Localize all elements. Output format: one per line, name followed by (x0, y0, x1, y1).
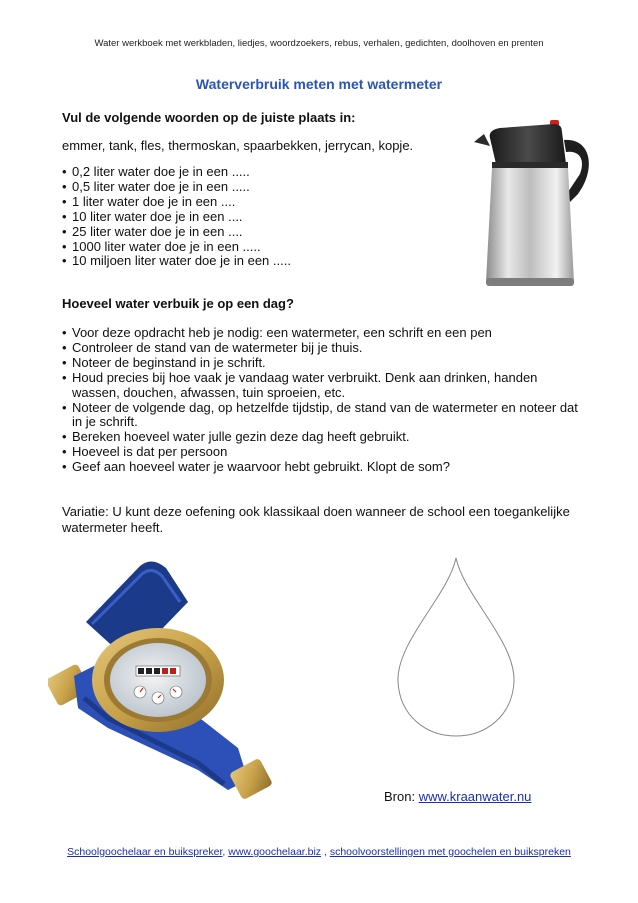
list-item: • Geef aan hoeveel water je waarvoor hebt gebruikt. Klopt de som? (62, 460, 582, 475)
list-item: • 1 liter water doe je in een .... (62, 195, 422, 210)
list-item: • Noteer de volgende dag, op hetzelfde tijdstip, de stand van de watermeter en noteer dat in je schrift. (62, 401, 582, 431)
list-item: • Controleer de stand van de watermeter bij je thuis. (62, 341, 582, 356)
task-list (62, 326, 582, 475)
list-item: • 10 miljoen liter water doe je in een ..... (62, 254, 422, 269)
list-item: • 1000 liter water doe je in een ..... (62, 240, 422, 255)
list-item: • Houd precies bij hoe vaak je vandaag water verbruikt. Denk aan drinken, handen wassen, douchen, afwassen, tuin sproeien, etc. (62, 371, 582, 401)
water-drop-outline (394, 556, 518, 738)
page-header: Water werkboek met werkbladen, liedjes, woordzoekers, rebus, verhalen, gedichten, doolhoven en prenten (94, 38, 544, 49)
list-item: • Hoeveel is dat per persoon (62, 445, 582, 460)
fill-in-list (62, 165, 422, 269)
word-list: emmer, tank, fles, thermoskan, spaarbekken, jerrycan, kopje. (62, 138, 414, 153)
footer-link-schoolgoochelaar[interactable]: Schoolgoochelaar en buikspreker (67, 846, 223, 858)
list-item: • 10 liter water doe je in een .... (62, 210, 422, 225)
water-meter-image (48, 558, 278, 808)
list-item: • Voor deze opdracht heb je nodig: een watermeter, een schrift en een pen (62, 326, 582, 341)
source-line: Bron: www.kraanwater.nu (384, 789, 532, 804)
section1-heading: Vul de volgende woorden op de juiste plaats in: (62, 110, 356, 125)
list-item: • 0,2 liter water doe je in een ..... (62, 165, 422, 180)
list-item: • 0,5 liter water doe je in een ..... (62, 180, 422, 195)
footer-link-schoolvoorstellingen[interactable]: schoolvoorstellingen met goochelen en buikspreken (329, 846, 571, 858)
source-link[interactable]: www.kraanwater.nu (418, 789, 532, 804)
section2-heading: Hoeveel water verbuik je op een dag? (62, 296, 294, 311)
footer-link-goochelaar[interactable]: www.goochelaar.biz (228, 846, 322, 858)
list-item: • Noteer de beginstand in je schrift. (62, 356, 582, 371)
thermos-image (470, 112, 596, 290)
list-item: • Bereken hoeveel water julle gezin deze dag heeft gebruikt. (62, 430, 582, 445)
list-item: • 25 liter water doe je in een .... (62, 225, 422, 240)
page-title: Waterverbruik meten met watermeter (195, 76, 443, 92)
variatie-text: Variatie: U kunt deze oefening ook klassikaal doen wanneer de school een toegankelijke watermeter heeft. (62, 504, 570, 535)
page-footer: Schoolgoochelaar en buikspreker, www.goochelaar.biz , schoolvoorstellingen met goochelen en buikspreken (67, 846, 571, 858)
